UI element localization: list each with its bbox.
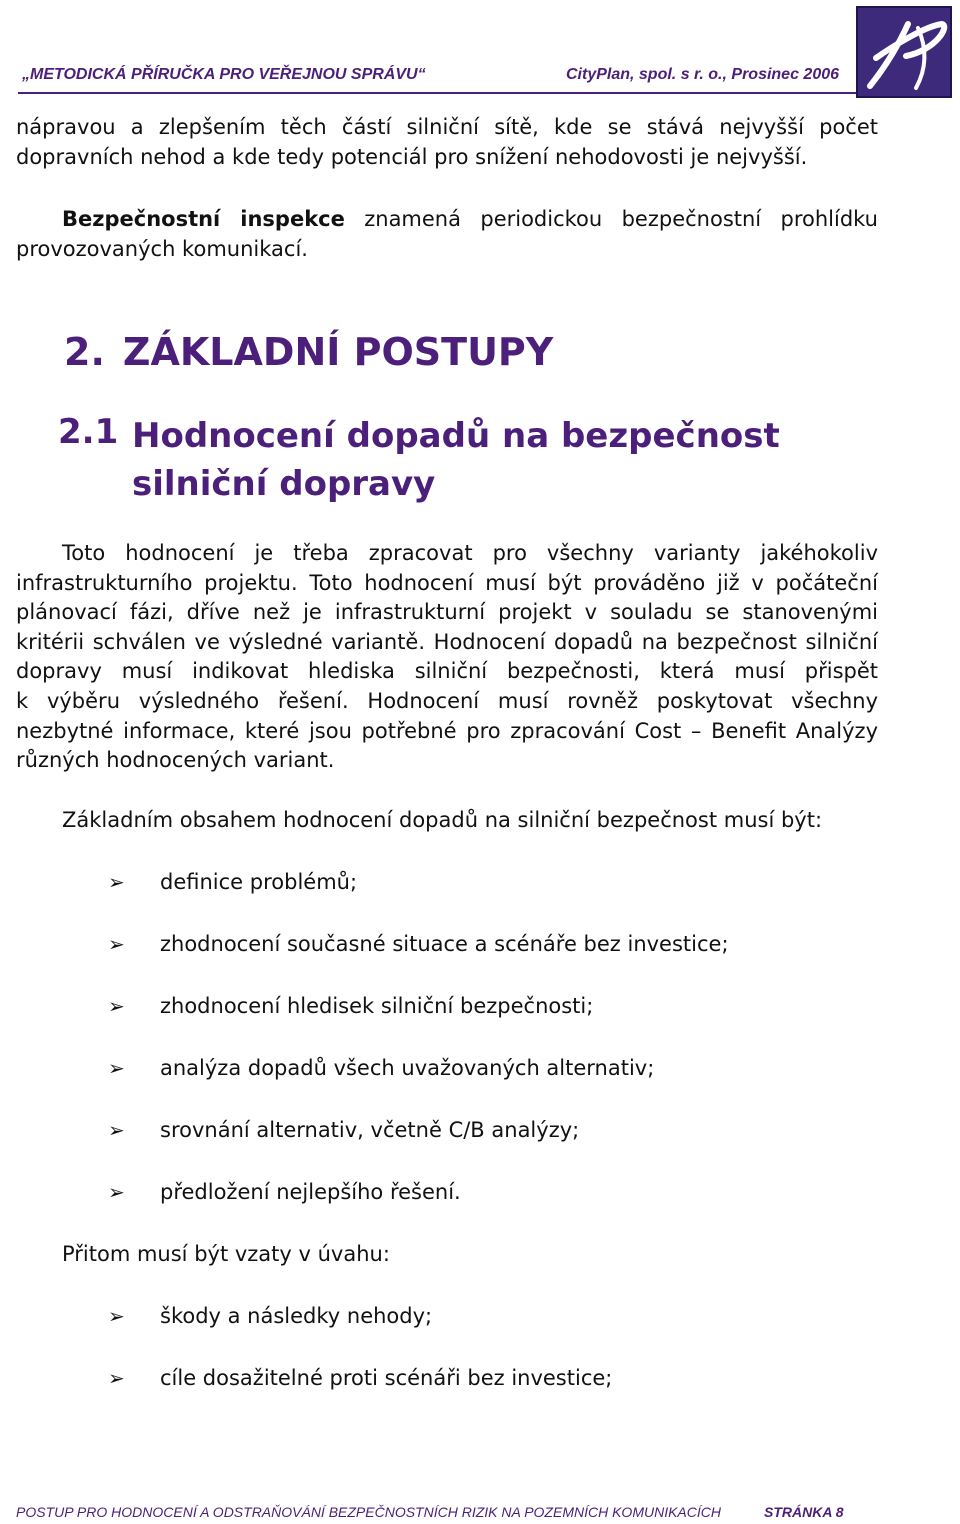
text-line: kritérii schválen ve výsledné variantě. Hodnocení dopadů na bezpečnost silniční <box>16 629 878 654</box>
arrow-bullet-icon: ➢ <box>108 1366 125 1390</box>
list-item-text: předložení nejlepšího řešení. <box>160 1180 461 1204</box>
page-number: STRÁNKA 8 <box>764 1504 844 1520</box>
inspection-definition: znamená periodickou bezpečnostní prohlídku <box>344 207 878 231</box>
footer-title: POSTUP PRO HODNOCENÍ A ODSTRAŇOVÁNÍ BEZPEČNOSTNÍCH RIZIK NA POZEMNÍCH KOMUNIKACÍCH <box>16 1504 721 1520</box>
list-item <box>108 994 593 1018</box>
list-item <box>108 1366 612 1390</box>
list-item <box>108 932 729 956</box>
body-paragraph <box>16 539 878 776</box>
text-line: dopravních nehod a kde tedy potenciál pro snížení nehodovosti je nejvyšší. <box>16 144 808 169</box>
subsection-number: 2.1 <box>58 412 119 452</box>
text-line: nezbytné informace, které jsou potřebné pro zpracování Cost – Benefit Analýzy <box>16 718 878 743</box>
header-date: Prosinec 2006 <box>731 66 840 83</box>
list-item-text: zhodnocení současné situace a scénáře bez investice; <box>160 932 729 956</box>
arrow-bullet-icon: ➢ <box>108 1056 125 1080</box>
text-line: Toto hodnocení je třeba zpracovat pro všechny varianty jakéhokoliv <box>62 541 878 565</box>
text-line: různých hodnocených variant. <box>16 748 335 773</box>
list-item-text: zhodnocení hledisek silniční bezpečnosti; <box>160 994 594 1018</box>
consider-intro: Přitom musí být vzaty v úvahu: <box>62 1242 390 1266</box>
list-item-text: cíle dosažitelné proti scénáři bez investice; <box>160 1366 613 1390</box>
header-divider <box>18 92 856 94</box>
inspection-paragraph <box>16 205 878 264</box>
list-item <box>108 1056 654 1080</box>
list-item-text: definice problémů; <box>160 870 358 894</box>
arrow-bullet-icon: ➢ <box>108 870 125 894</box>
list-item <box>108 1180 461 1204</box>
section-heading <box>64 330 553 374</box>
arrow-bullet-icon: ➢ <box>108 932 125 956</box>
list-item <box>108 1304 432 1328</box>
text-line: dopravy musí indikovat hlediska silniční bezpečnosti, která musí přispět <box>16 659 878 684</box>
arrow-bullet-icon: ➢ <box>108 1180 125 1204</box>
section-number: 2. <box>64 330 105 374</box>
list-item-text: srovnání alternativ, včetně C/B analýzy; <box>160 1118 580 1142</box>
list-item <box>108 1118 579 1142</box>
arrow-bullet-icon: ➢ <box>108 1304 125 1328</box>
header-title: „METODICKÁ PŘÍRUČKA PRO VEŘEJNOU SPRÁVU“ <box>22 66 426 83</box>
intro-paragraph <box>16 113 878 172</box>
inspection-term: Bezpečnostní inspekce <box>62 207 345 231</box>
header-company-date <box>566 66 839 84</box>
list-item-text: škody a následky nehody; <box>160 1304 433 1328</box>
header-company: CityPlan, spol. s r. o., <box>566 66 727 83</box>
section-title: ZÁKLADNÍ POSTUPY <box>122 330 554 374</box>
cityplan-logo-icon <box>856 6 952 98</box>
subsection-title: Hodnocení dopadů na bezpečnost silniční dopravy <box>132 416 780 504</box>
text-line: infrastrukturního projektu. Toto hodnocení musí být prováděno již v počáteční <box>16 570 878 595</box>
text-line: k výběru výsledného řešení. Hodnocení musí rovněž poskytovat všechny <box>16 688 878 713</box>
text-line: provozovaných komunikací. <box>16 236 308 261</box>
content-intro: Základním obsahem hodnocení dopadů na silniční bezpečnost musí být: <box>62 808 823 832</box>
list-item <box>108 870 357 894</box>
text-line <box>16 205 878 235</box>
arrow-bullet-icon: ➢ <box>108 1118 125 1142</box>
text-line: plánovací fázi, dříve než je infrastrukturní projekt v souladu se stanovenými <box>16 600 878 625</box>
text-line: nápravou a zlepšením těch částí silniční sítě, kde se stává nejvyšší počet <box>16 115 878 139</box>
arrow-bullet-icon: ➢ <box>108 994 125 1018</box>
list-item-text: analýza dopadů všech uvažovaných alternativ; <box>160 1056 655 1080</box>
